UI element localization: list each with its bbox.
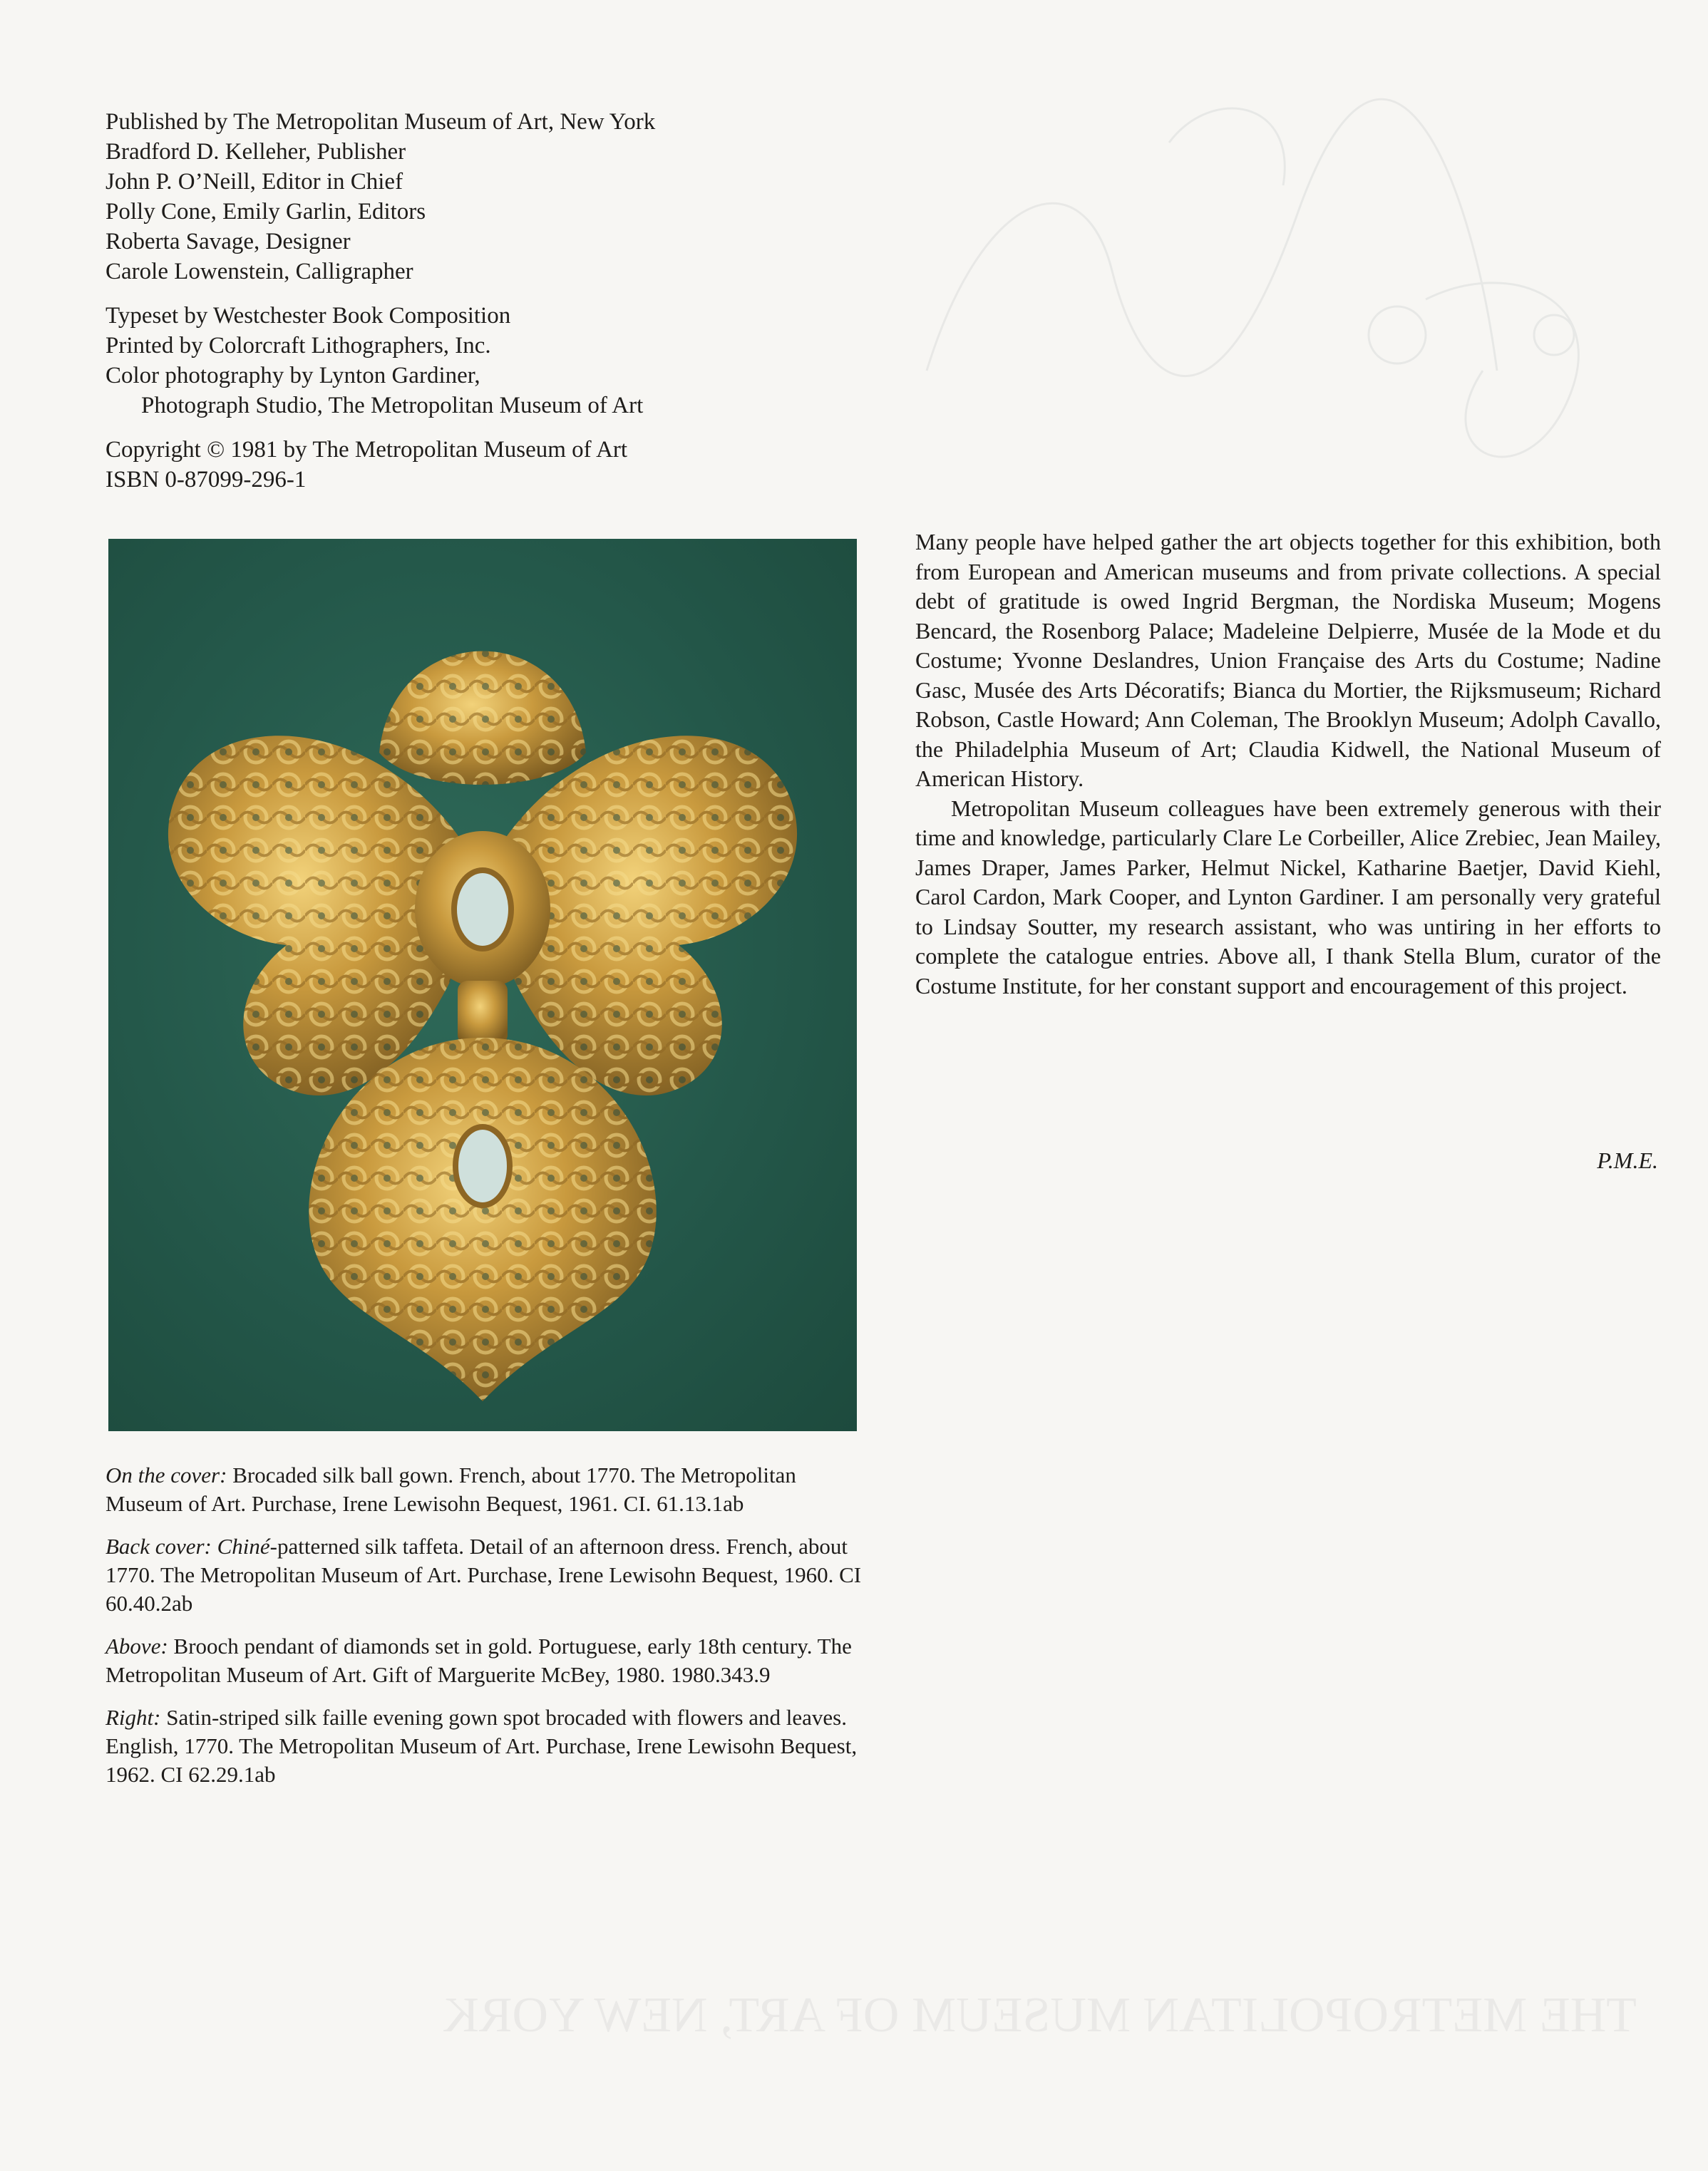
publisher-block [106, 107, 818, 287]
credit-line: Published by The Metropolitan Museum of Art, New York [106, 109, 656, 135]
caption-label: Right: [106, 1705, 161, 1730]
isbn-line: ISBN 0-87099-296-1 [106, 467, 307, 493]
caption-cover [106, 1461, 875, 1518]
publication-credits [106, 107, 818, 509]
caption-text: Satin-striped silk faille evening gown spot brocaded with flowers and leaves. English, 1770. The Metropolitan Museum of Art. Purchase, Irene Lewisohn Bequest, 1962. CI 62.29.1ab [106, 1705, 858, 1787]
credit-line: Roberta Savage, Designer [106, 229, 351, 254]
ack-paragraph: Many people have helped gather the art objects together for this exhibition, both from European and American museums and from private collections. A special debt of gratitude is owed Ingrid Bergman, the Nordiska Museum; Mogens Bencard, the Rosenborg Palace; Madeleine Delpierre, Musée de la Mode et du Costume; Yvonne Deslandres, Union Française des Arts du Costume; Nadine Gasc, Musée des Arts Décoratifs; Bianca du Mortier, the Rijksmuseum; Richard Robson, Castle Howard; Ann Coleman, The Brooklyn Museum; Adolph Cavallo, the Philadelphia Museum of Art; Claudia Kidwell, the National Museum of American History. [915, 529, 1661, 791]
center-diamond [454, 870, 511, 949]
credit-line: Typeset by Westchester Book Composition [106, 303, 511, 329]
svg-text:THE METROPOLITAN MUSEUM OF ART: THE METROPOLITAN MUSEUM OF ART, NEW YORK [443, 1988, 1637, 2043]
credit-line: John P. O’Neill, Editor in Chief [106, 169, 403, 195]
photo-captions [106, 1461, 875, 1803]
caption-back-cover [106, 1532, 875, 1618]
acknowledgments [915, 527, 1661, 1001]
caption-label: On the cover: [106, 1463, 227, 1487]
caption-text: -patterned silk taffeta. Detail of an afternoon dress. French, about 1770. The Metropolitan Museum of Art. Purchase, Irene Lewisohn Bequest, 1960. CI 60.40.2ab [106, 1534, 862, 1616]
brooch-pendant-illustration [108, 539, 857, 1431]
ack-paragraph: Metropolitan Museum colleagues have been extremely generous with their time and knowledge, particularly Clare Le Corbeiller, Alice Zrebiec, Jean Mailey, James Draper, James Parker, Helmut Nickel, Katharine Baetjer, David Kiehl, Carol Cardon, Mark Cooper, and Lynton Gardiner. I am personally very grateful to Lindsay Soutter, my research assistant, who was untiring in her efforts to complete the catalogue entries. Above all, I thank Stella Blum, curator of the Costume Institute, for her constant support and encouragement of this project. [915, 795, 1661, 999]
brooch-photograph [108, 539, 857, 1431]
credit-line: Bradford D. Kelleher, Publisher [106, 139, 406, 165]
caption-above [106, 1632, 875, 1689]
author-initials: P.M.E. [1597, 1148, 1658, 1173]
caption-right [106, 1703, 875, 1789]
caption-label: Back cover: Chiné [106, 1534, 270, 1559]
copyright-block [106, 435, 818, 495]
copyright-line: Copyright © 1981 by The Metropolitan Museum of Art [106, 437, 628, 463]
credit-line: Photograph Studio, The Metropolitan Museum of Art [141, 393, 644, 418]
caption-text: Brocaded silk ball gown. French, about 1770. The Metropolitan Museum of Art. Purchase, Irene Lewisohn Bequest, 1961. CI. 61.13.1ab [106, 1463, 796, 1516]
caption-text: Brooch pendant of diamonds set in gold. Portuguese, early 18th century. The Metropolitan Museum of Art. Gift of Marguerite McBey, 1980. 1980.343.9 [106, 1634, 852, 1687]
credit-line: Carole Lowenstein, Calligrapher [106, 259, 413, 284]
credit-line: Printed by Colorcraft Lithographers, Inc. [106, 333, 491, 359]
credit-line: Polly Cone, Emily Garlin, Editors [106, 199, 426, 225]
production-block [106, 301, 818, 421]
caption-label: Above: [106, 1634, 168, 1659]
credit-line: Color photography by Lynton Gardiner, [106, 363, 480, 388]
pendant-diamond [456, 1127, 510, 1205]
